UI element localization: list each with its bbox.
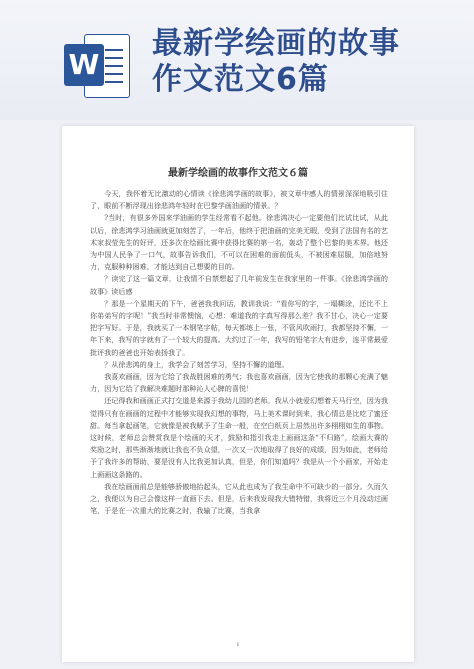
document-page (62, 126, 414, 662)
paragraph: ？那是一个星期天的下午，爸爸我我问话，教训我说：“看你写的字，一塌糊涂，还比不上你弟弟写的字呢！”我当时非常懊恼，心想：难道我的字真写得那么差？我不甘心，决心一定要把字写好。于是，我就买了一本钢笔字帖，每天都练上一张，不管风吹雨打，我都坚持不懈，一年下来，我写的字就有了一个较大的提高。大约过了一年，我写的铅笔字大有进步，连平常最爱批评我的爸爸也开始表扬我了。 (90, 298, 388, 357)
banner-title-line2: 作文范文6篇 (152, 62, 329, 97)
document-title: 最新学绘画的故事作文范文６篇 (168, 168, 308, 179)
word-document-icon (62, 30, 130, 100)
paragraph: ?当时，有很多外国来学油画的学生经常看不起他。徐悲鸿决心一定要他们比试比试，从此以后，徐悲鸿学习油画就更加刻苦了，一年后，他终于把油画的完美无暇，受到了法国有名的艺术家叔莹先生的好评，还多次在绘画比赛中获得比赛的第一名，轰动了整个巴黎的美术界。他还为中国人民争了一口气，故事告诉我们，不可以在困难的面前低头，不被困难屈服，加倍地努力，克服种种困难，才能达到自己想要的目的。 (90, 213, 388, 272)
banner-title (152, 26, 400, 98)
banner-title-line1: 最新学绘画的故事 (152, 26, 400, 61)
paragraph: 还记得我和画画正式打交道是来源于我幼儿园的老师。我从小就爱幻想着天马行空，因为我觉得只有在画画的过程中才能够实现我幻想的事物，马上美术课时到来，我心情总是比吃了蜜还甜。每当拿起画笔，它就像是被我赋予了生命一般，在空白纸页上居然出许多栩栩如生的事物。这时候，老师总会赞赏我是个绘画的天才，鼓励和指引我走上画画这条“不归路”，绘画大赛的奖励之时，那些渐渐地就让我也不负众望，一次又一次地取得了良好的成绩，因为如此，老师给予了我许多的帮助，要是没有人比我更加认真，但是，你们知道吗？我是从一个小画家，开始走上画画这条路的。 (90, 396, 388, 479)
paragraph: 我在绘画面前总是能够骄傲地抬起头，它从此也成为了我生命中不可缺少的一部分。久而久之，我便以为自己会像这样一直画下去。但是，后来我发现我大错特错，我将近三个月没动过画笔，于是在一次重大的比赛之时，我输了比赛，当我拿 (90, 481, 388, 516)
paragraph: 我喜欢画画，因为它给了我战胜困难的勇气；我也喜欢画画，因为它使我的那颗心充满了魅力，因为它给了我解决难题时那种沁人心脾的喜悦！ (90, 372, 388, 394)
paragraph: 今天，我怀着无比激动的心情读《徐悲鸿学画的故事》，被文章中感人的情景深深地吸引住了，眼前不断浮现出徐悲鸿年轻时在巴黎学画油画的情景。？ (90, 189, 388, 211)
page-number: 1 (236, 642, 240, 648)
paragraph: ？从徐悲鸿的身上，我学会了刻苦学习，坚持不懈的道理。 (104, 359, 289, 369)
document-body (90, 188, 388, 636)
word-badge: W (64, 44, 104, 86)
paragraph: ？读完了这一篇文章，让我情不自禁想起了几年前发生在我家里的一件事。《徐悲鸿学画的故事》读后感 (90, 274, 388, 296)
header-banner (0, 0, 474, 120)
